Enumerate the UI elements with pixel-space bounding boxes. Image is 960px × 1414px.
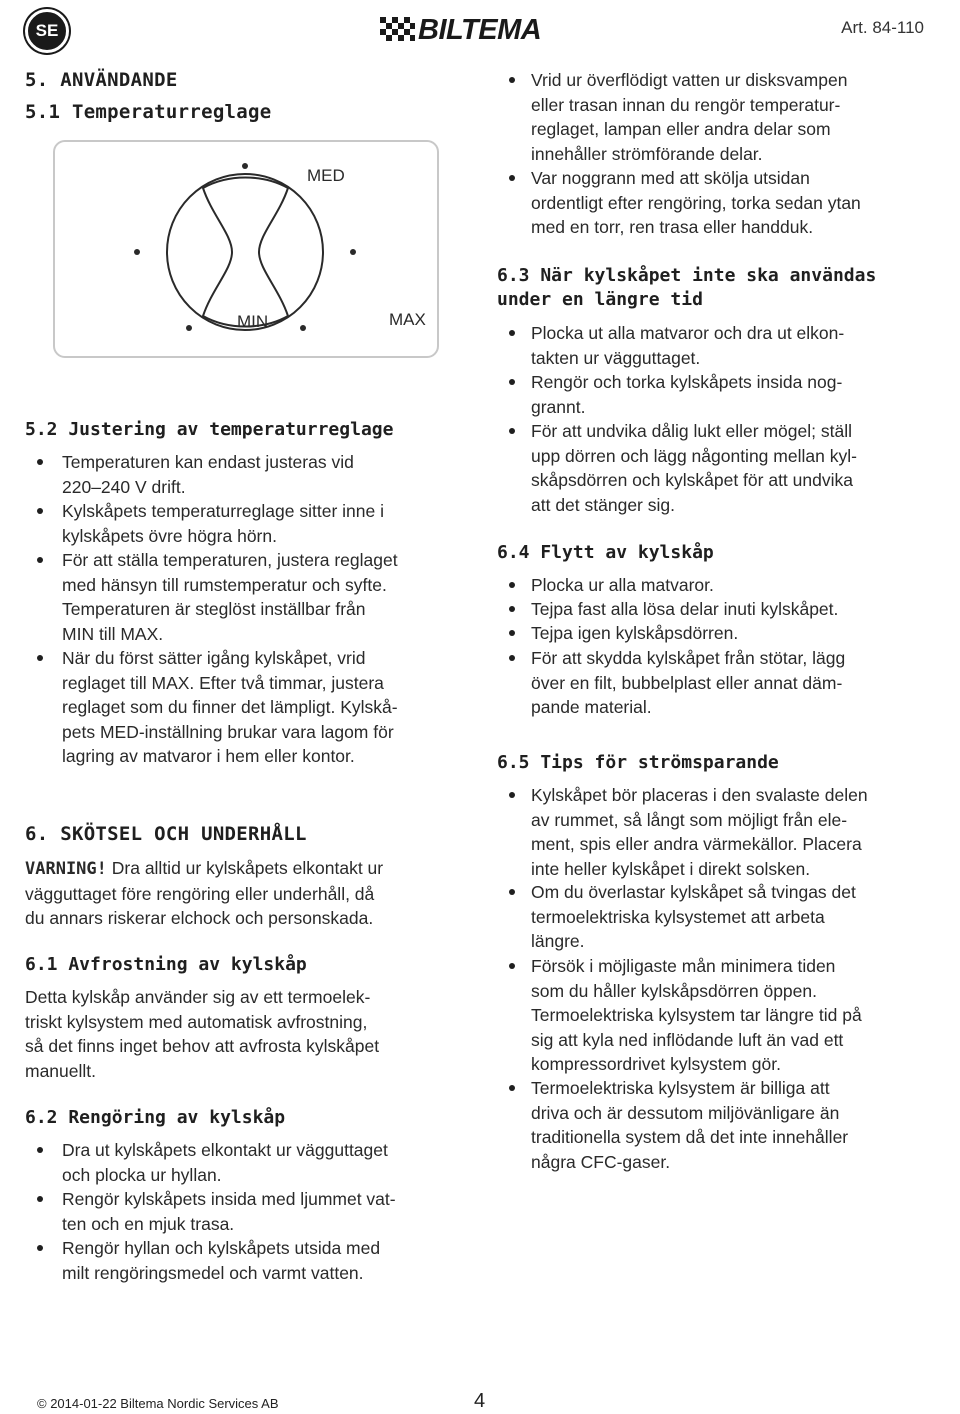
bullet-icon xyxy=(509,889,515,895)
list-item: Temperaturen kan endast justeras vid 220–240 V drift. xyxy=(37,450,457,500)
bullet-icon xyxy=(509,630,515,636)
page-number: 4 xyxy=(474,1390,486,1412)
section-5-heading: 5. ANVÄNDANDE xyxy=(25,69,178,91)
bullet-icon xyxy=(509,1085,515,1091)
warning-paragraph: VARNING! Dra alltid ur kylskåpets elkontakt ur vägguttaget före rengöring eller underhåll, då du annars riskerar elchock och personskada. xyxy=(25,858,384,928)
language-badge: SE xyxy=(25,9,69,53)
list-item: Försök i möjligaste mån minimera tiden som du håller kylskåpsdörren öppen. Termoelektriska kylsystem tar längre tid på sig att kyla ned inflödande luft än vad ett kompressordrivet kylsystem gör. xyxy=(509,954,939,1078)
list-item: För att ställa temperaturen, justera reglaget med hänsyn till rumstemperatur och syfte. Temperaturen är steglöst inställbar från MIN till MAX. xyxy=(37,548,457,648)
bullet-icon xyxy=(509,77,515,83)
warning-label: VARNING! xyxy=(25,859,107,879)
bullet-icon xyxy=(509,428,515,434)
section-6-1-heading: 6.1 Avfrostning av kylskåp xyxy=(25,954,307,975)
dial-label-min: MIN xyxy=(237,312,269,331)
list-item: Tejpa igen kylskåpsdörren. xyxy=(509,621,939,647)
list-item: Plocka ur alla matvaror. xyxy=(509,573,939,599)
bullet-icon xyxy=(509,963,515,969)
dial-label-max: MAX xyxy=(389,310,426,329)
bullet-icon xyxy=(509,655,515,661)
list-item: För att skydda kylskåpet från stötar, lägg över en filt, bubbelplast eller annat däm- pande material. xyxy=(509,646,939,722)
bullet-icon xyxy=(37,1196,43,1202)
list-item: Termoelektriska kylsystem är billiga att driva och är dessutom miljövänligare än traditionella system då det inte innehåller några CFC-gaser. xyxy=(509,1076,939,1176)
list-item: Kylskåpet bör placeras i den svalaste delen av rummet, så långt som möjligt från ele- ment, spis eller andra värmekällor. Placera inte heller kylskåpet i direkt solsken. xyxy=(509,783,939,883)
section-6-2-heading: 6.2 Rengöring av kylskåp xyxy=(25,1107,286,1128)
list-item: Rengör hyllan och kylskåpets utsida med milt rengöringsmedel och varmt vatten. xyxy=(37,1236,457,1286)
bullet-icon xyxy=(37,508,43,514)
section-5-2-heading: 5.2 Justering av temperaturreglage xyxy=(25,419,394,440)
section-6-3-heading-line2: under en längre tid xyxy=(497,289,703,310)
list-item: Rengör och torka kylskåpets insida nog- grannt. xyxy=(509,370,939,420)
biltema-logo xyxy=(378,10,588,48)
section-6-heading: 6. SKÖTSEL OCH UNDERHÅLL xyxy=(25,823,307,845)
list-item: Var noggrann med att skölja utsidan ordentligt efter rengöring, torka sedan ytan med en torr, ren trasa eller handduk. xyxy=(509,166,939,242)
bullet-icon xyxy=(509,606,515,612)
list-item: När du först sätter igång kylskåpet, vrid reglaget till MAX. Efter två timmar, justera reglaget som du finner det lämpligt. Kylskå- pets MED-inställning brukar vara lagom för lagring av matvaror i hem eller kontor. xyxy=(37,646,457,770)
page-header xyxy=(0,0,960,62)
bullet-icon xyxy=(509,175,515,181)
list-item: Plocka ut alla matvaror och dra ut elkon- takten ur vägguttaget. xyxy=(509,321,939,371)
bullet-icon xyxy=(37,655,43,661)
list-item: Om du överlastar kylskåpet så tvingas det termoelektriska kylsystemet att arbeta längre. xyxy=(509,880,939,956)
section-5-1-heading: 5.1 Temperaturreglage xyxy=(25,101,272,123)
defrost-paragraph: Detta kylskåp använder sig av ett termoelek- triskt kylsystem med automatisk avfrostning, så det finns inget behov att avfrosta kylskåpet manuellt. xyxy=(25,987,380,1081)
list-item: Tejpa fast alla lösa delar inuti kylskåpet. xyxy=(509,597,939,623)
thermostat-dial-illustration xyxy=(53,140,439,358)
section-6-4-heading: 6.4 Flytt av kylskåp xyxy=(497,542,714,563)
section-6-3-heading-line1: 6.3 När kylskåpet inte ska användas xyxy=(497,265,877,286)
dial-label-med: MED xyxy=(307,166,345,185)
bullet-icon xyxy=(509,582,515,588)
list-item: Kylskåpets temperaturreglage sitter inne i kylskåpets övre högra hörn. xyxy=(37,499,457,549)
bullet-icon xyxy=(37,557,43,563)
brand-name: BILTEMA xyxy=(418,14,542,46)
bullet-icon xyxy=(509,330,515,336)
bullet-icon xyxy=(37,1147,43,1153)
bullet-icon xyxy=(37,459,43,465)
bullet-icon xyxy=(509,792,515,798)
bullet-icon xyxy=(509,379,515,385)
bullet-icon xyxy=(37,1245,43,1251)
list-item: Vrid ur överflödigt vatten ur disksvampen eller trasan innan du rengör temperatur- reglaget, lampan eller andra delar som innehåller strömförande delar. xyxy=(509,68,939,168)
list-item: Dra ut kylskåpets elkontakt ur vägguttaget och plocka ur hyllan. xyxy=(37,1138,457,1188)
footer-copyright: © 2014-01-22 Biltema Nordic Services AB xyxy=(37,1396,279,1411)
checkered-flag-icon xyxy=(378,15,416,45)
article-number: Art. 84-110 xyxy=(841,18,924,37)
section-6-5-heading: 6.5 Tips för strömsparande xyxy=(497,752,779,773)
list-item: För att undvika dålig lukt eller mögel; ställ upp dörren och lägg någonting mellan kyl- skåpsdörren och kylskåpet för att undvika att det stänger sig. xyxy=(509,419,939,519)
list-item: Rengör kylskåpets insida med ljummet vat- ten och en mjuk trasa. xyxy=(37,1187,457,1237)
